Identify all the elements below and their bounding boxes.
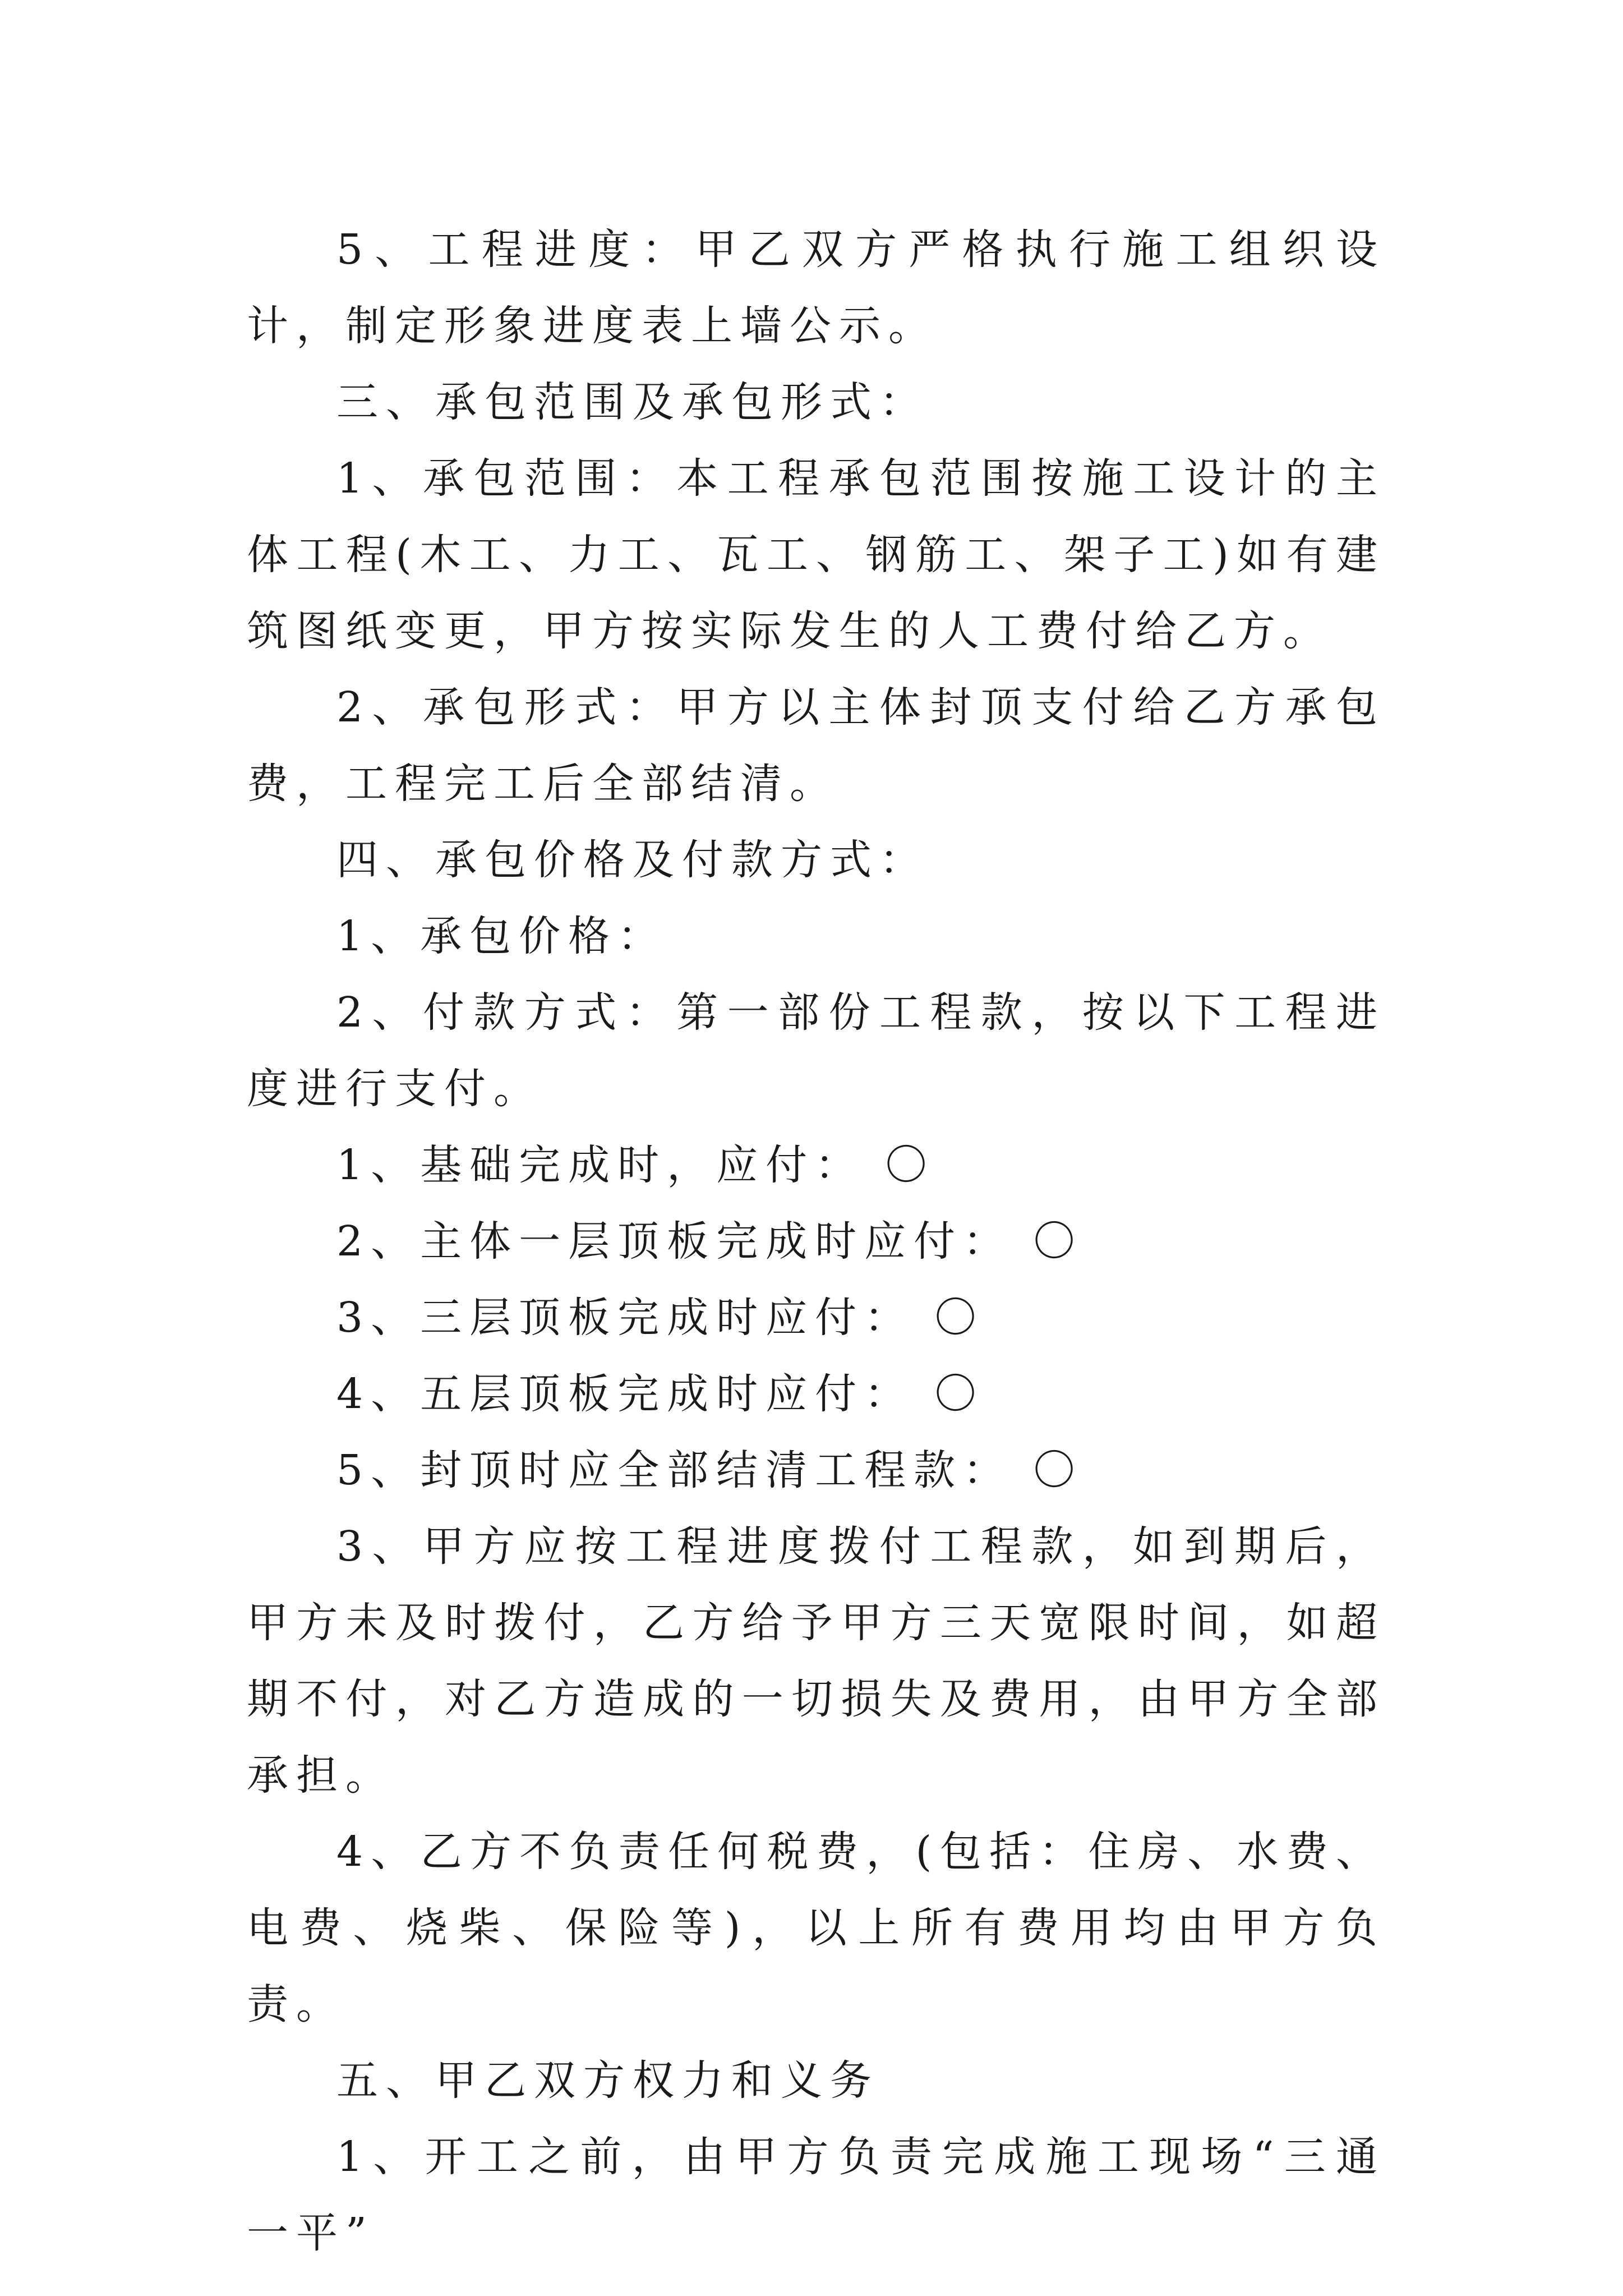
payment-item-foundation: 1、基础完成时，应付： 〇 (336, 1141, 935, 1189)
paragraph-payment-method: 2、付款方式：第一部份工程款，按以下工程进度进行支付。 (247, 988, 1385, 1113)
paragraph-price: 1、承包价格： (336, 912, 667, 960)
heading-scope-and-form: 三、承包范围及承包形式： (336, 378, 929, 426)
payment-item-first-floor: 2、主体一层顶板完成时应付： 〇 (336, 1217, 1083, 1266)
paragraph-scope: 1、承包范围：本工程承包范围按施工设计的主体工程(木工、力工、瓦工、钢筋工、架子工)如有建筑图纸变更，甲方按实际发生的人工费付给乙方。 (247, 454, 1385, 655)
heading-price-and-payment: 四、承包价格及付款方式： (336, 836, 929, 884)
paragraph-taxes: 4、乙方不负责任何税费，(包括：住房、水费、电费、烧柴、保险等)，以上所有费用均由甲方负责。 (247, 1828, 1385, 2028)
payment-item-third-floor: 3、三层顶板完成时应付： 〇 (336, 1294, 984, 1342)
paragraph-preparation: 1、开工之前，由甲方负责完成施工现场“三通一平” (247, 2133, 1385, 2257)
paragraph-form: 2、承包形式：甲方以主体封顶支付给乙方承包费，工程完工后全部结清。 (247, 683, 1385, 808)
document-body (247, 211, 1385, 2271)
heading-rights-and-duties: 五、甲乙双方权力和义务 (336, 2056, 879, 2105)
payment-item-topping-out: 5、封顶时应全部结清工程款： 〇 (336, 1446, 1083, 1494)
payment-item-fifth-floor: 4、五层顶板完成时应付： 〇 (336, 1370, 984, 1418)
paragraph-progress: 5、工程进度：甲乙双方严格执行施工组织设计，制定形象进度表上墙公示。 (247, 226, 1385, 350)
paragraph-late-payment: 3、甲方应按工程进度拨付工程款，如到期后，甲方未及时拨付，乙方给予甲方三天宽限时间，如超期不付，对乙方造成的一切损失及费用，由甲方全部承担。 (247, 1522, 1385, 1800)
